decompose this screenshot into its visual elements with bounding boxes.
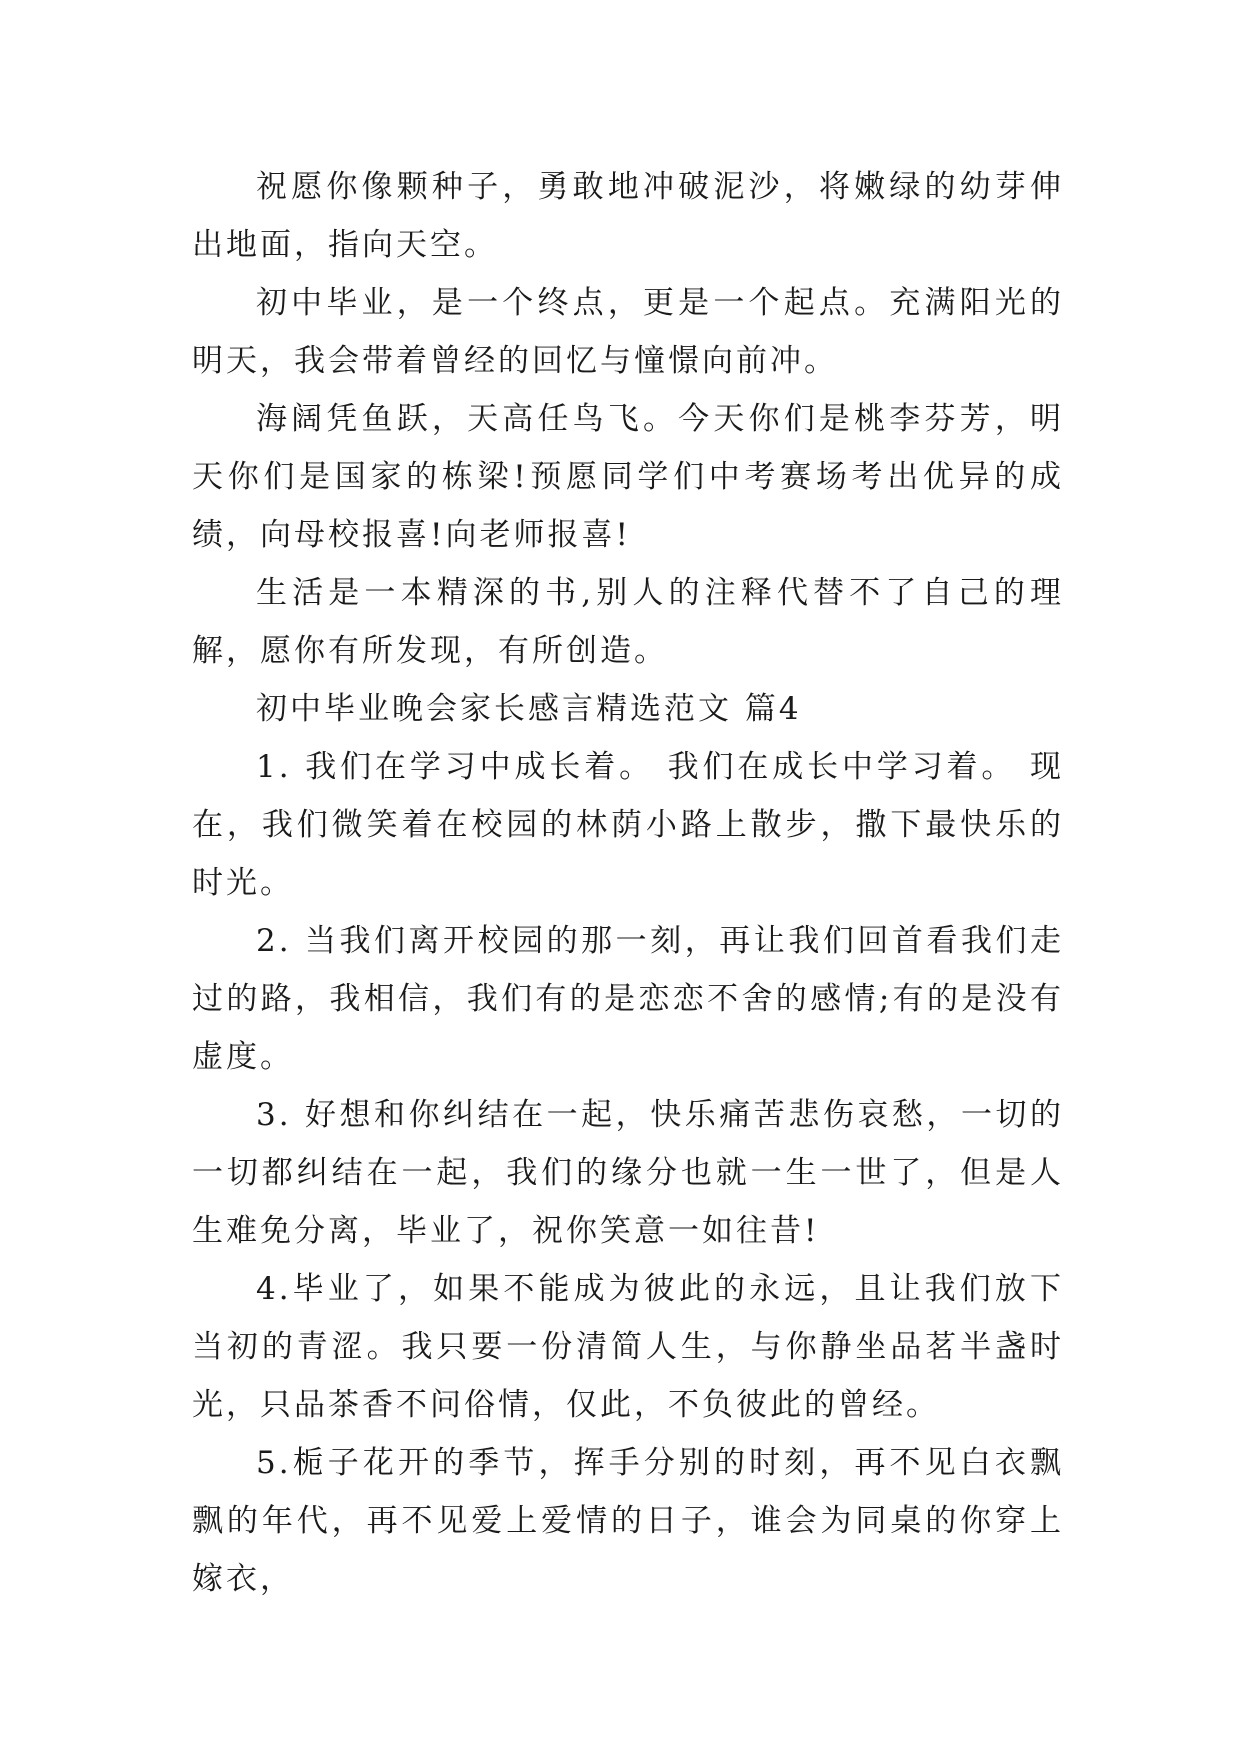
paragraph-seed-wish: 祝愿你像颗种子，勇敢地冲破泥沙，将嫩绿的幼芽伸出地面，指向天空。 [192,169,1064,263]
paragraph-life-book: 生活是一本精深的书,别人的注释代替不了自己的理解，愿你有所发现，有所创造。 [192,575,1064,669]
list-item-4: 4.毕业了，如果不能成为彼此的永远，且让我们放下当初的青涩。我只要一份清简人生，与你静坐品茗半盏时光，只品茶香不问俗情，仅此，不负彼此的曾经。 [192,1271,1064,1423]
paragraph-sea-sky: 海阔凭鱼跃，天高任鸟飞。今天你们是桃李芬芳，明天你们是国家的栋梁!预愿同学们中考赛场考出优异的成绩，向母校报喜!向老师报喜! [192,401,1064,553]
list-item-2: 2. 当我们离开校园的那一刻，再让我们回首看我们走过的路，我相信，我们有的是恋恋不舍的感情;有的是没有虚度。 [192,923,1064,1075]
paragraph-graduation-start: 初中毕业，是一个终点，更是一个起点。充满阳光的明天，我会带着曾经的回忆与憧憬向前冲。 [192,285,1064,379]
list-item-5: 5.栀子花开的季节，挥手分别的时刻，再不见白衣飘飘的年代，再不见爱上爱情的日子，谁会为同桌的你穿上嫁衣， [192,1445,1064,1597]
list-item-3: 3. 好想和你纠结在一起，快乐痛苦悲伤哀愁，一切的一切都纠结在一起，我们的缘分也就一生一世了，但是人生难免分离，毕业了，祝你笑意一如往昔! [192,1097,1064,1249]
list-item-1: 1. 我们在学习中成长着。 我们在成长中学习着。 现在，我们微笑着在校园的林荫小路上散步，撒下最快乐的时光。 [192,749,1064,901]
section-heading: 初中毕业晚会家长感言精选范文 篇4 [256,691,802,727]
document-body [192,158,1064,1608]
